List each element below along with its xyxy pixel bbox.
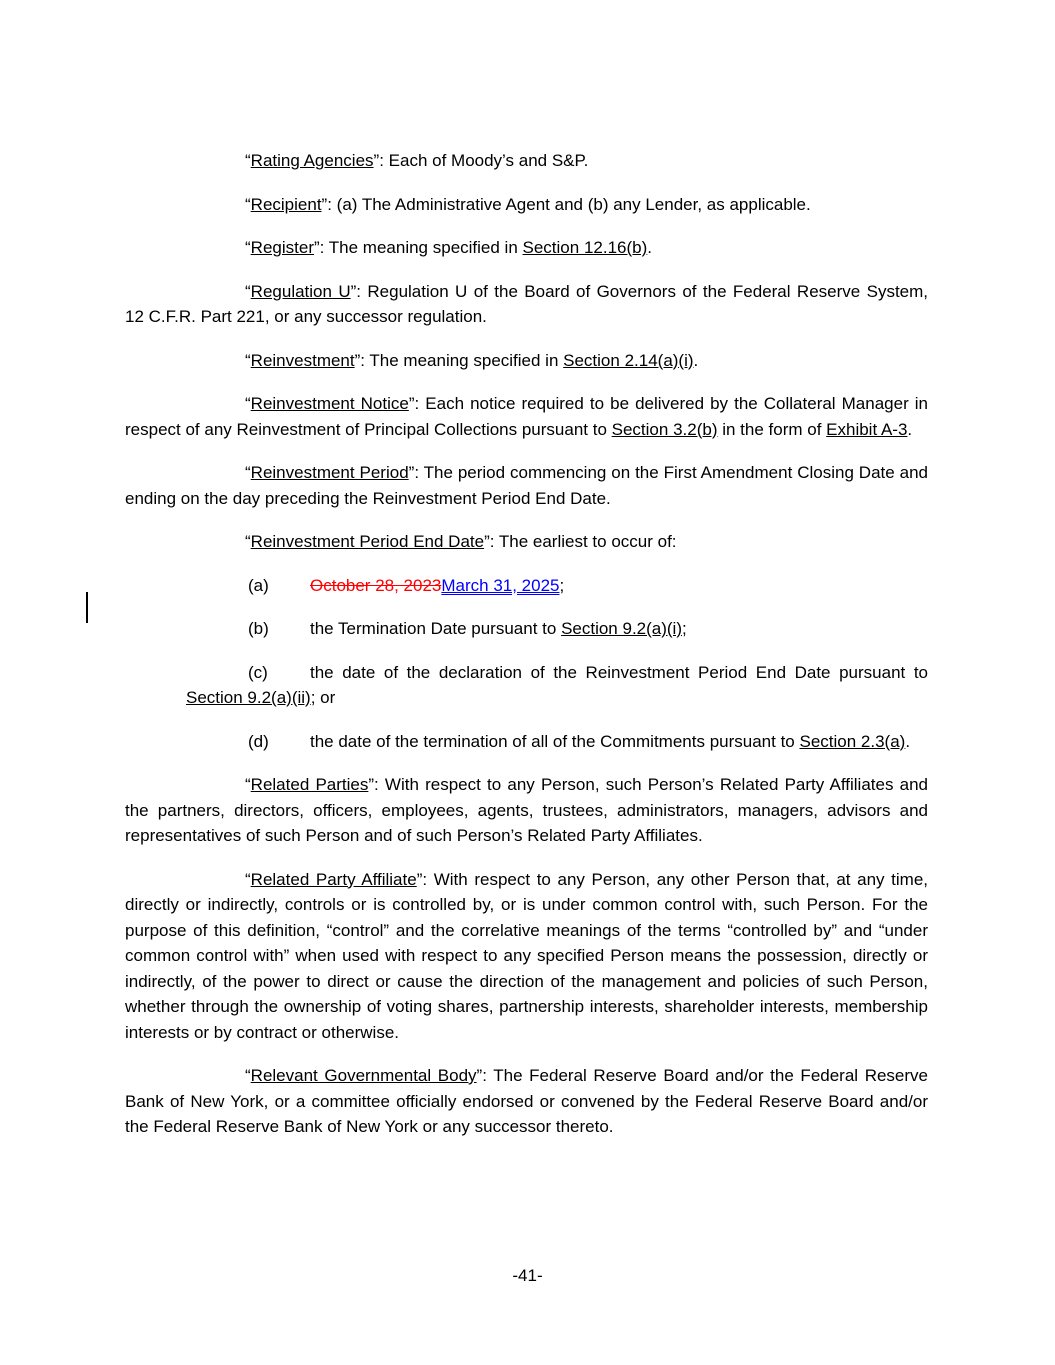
list-marker: (d) (248, 731, 269, 751)
list-marker: (b) (248, 619, 269, 638)
list-item-d (186, 729, 928, 755)
open-quote: “ (245, 151, 251, 170)
definition-text: . (693, 350, 699, 370)
definition-related-party-affiliate (125, 867, 928, 1046)
defined-term: Reinvestment Period (250, 463, 409, 482)
definition-text: ”: Each of Moody’s and S&P. (373, 151, 589, 170)
page-number: -41- (512, 1266, 543, 1285)
section-reference: Section 9.2(a)(ii) (186, 688, 311, 707)
definition-reinvestment-notice (125, 391, 928, 442)
deleted-text: October 28, 2023 (310, 575, 442, 595)
open-quote: “ (245, 350, 251, 370)
list-item-b (186, 616, 928, 642)
definition-reinvestment-period-end-date (125, 529, 928, 555)
open-quote: “ (245, 869, 251, 889)
list-marker: (a) (248, 575, 269, 595)
open-quote: “ (245, 532, 251, 551)
open-quote: “ (245, 394, 251, 413)
list-item-text: the Termination Date pursuant to (310, 619, 562, 638)
open-quote: “ (245, 194, 251, 214)
list-item-text: ; or (310, 688, 336, 707)
open-quote: “ (245, 1066, 251, 1085)
definition-text: ”: With respect to any Person, any other Person that, at any time, directly or indirectly, controls or is controlled by, or is under common control with, such Person. For the purpose of this definition, “control” and the correlative meanings of the terms “controlled by” and “under common control with” when used with respect to any specified Person means the possession, directly or indirectly, of the power to direct or cause the direction of the management and policies of such Person, whether through the ownership of voting shares, partnership interests, shareholder interests, membership interests or by contract or otherwise. (125, 869, 928, 1042)
section-reference: Section 9.2(a)(i) (561, 619, 682, 638)
section-reference: Section 2.3(a) (799, 731, 906, 751)
defined-term: Recipient (250, 194, 322, 214)
definition-text: . (647, 238, 652, 257)
definition-reinvestment (125, 348, 928, 374)
defined-term: Relevant Governmental Body (250, 1066, 477, 1085)
inserted-text: March 31, 2025 (441, 575, 560, 595)
definition-text: . (907, 419, 913, 439)
definition-text: ”: Regulation U of the Board of Governors of the Federal Reserve System, 12 C.F.R. Part 221, or any successor regulation. (125, 281, 929, 326)
section-reference: Section 3.2(b) (611, 419, 718, 439)
defined-term: Related Party Affiliate (250, 869, 417, 889)
definition-text: ”: The Federal Reserve Board and/or the Federal Reserve Bank of New York, or a committee officially endorsed or convened by the Federal Reserve Board and/or the Federal Reserve Bank of New York or any successor thereto. (125, 1066, 928, 1136)
definition-regulation-u (125, 279, 928, 330)
definition-text: ”: The earliest to occur of: (484, 532, 677, 551)
list-item-text: . (905, 731, 911, 751)
section-reference: Section 2.14(a)(i) (563, 350, 694, 370)
definition-text: in the form of (717, 419, 827, 439)
definition-relevant-governmental-body (125, 1063, 928, 1140)
definition-reinvestment-period (125, 460, 928, 511)
defined-term: Regulation U (250, 281, 351, 301)
definition-text: ”: With respect to any Person, such Person’s Related Party Affiliates and the partners, directors, officers, employees, agents, trustees, administrators, managers, advisors and representatives of such Person and of such Person’s Related Party Affiliates. (125, 775, 928, 845)
defined-term: Reinvestment (250, 350, 355, 370)
document-body (125, 148, 928, 1158)
list-item-text: ; (682, 619, 687, 638)
definition-text: ”: The period commencing on the First Amendment Closing Date and ending on the day preceding the Reinvestment Period End Date. (125, 463, 928, 508)
list-marker: (c) (248, 662, 268, 682)
open-quote: “ (245, 775, 251, 794)
open-quote: “ (245, 463, 251, 482)
definition-text: ”: The meaning specified in (354, 350, 564, 370)
section-reference: Section 12.16(b) (522, 238, 648, 257)
definition-recipient (125, 192, 928, 218)
defined-term: Related Parties (250, 775, 369, 794)
list-item-text: the date of the declaration of the Reinvestment Period End Date pursuant to (310, 662, 928, 682)
open-quote: “ (245, 238, 251, 257)
defined-term: Reinvestment Notice (250, 394, 409, 413)
list-item-c (186, 660, 928, 711)
list-item-a (186, 573, 928, 599)
definition-text: ”: Each notice required to be delivered by the Collateral Manager in respect of any Reinvestment of Principal Collections pursuant to (125, 394, 929, 439)
definition-register (125, 235, 928, 261)
open-quote: “ (245, 281, 251, 301)
definition-rating-agencies (125, 148, 928, 174)
defined-term: Reinvestment Period End Date (250, 532, 485, 551)
exhibit-reference: Exhibit A-3 (826, 419, 908, 439)
definition-related-parties (125, 772, 928, 849)
defined-term: Rating Agencies (250, 151, 374, 170)
change-bar (86, 592, 88, 623)
defined-term: Register (250, 238, 314, 257)
list-item-text: the date of the termination of all of the Commitments pursuant to (310, 731, 800, 751)
definition-text: ”: The meaning specified in (313, 238, 523, 257)
list-item-text: ; (559, 575, 565, 595)
definition-text: ”: (a) The Administrative Agent and (b) any Lender, as applicable. (321, 194, 811, 214)
